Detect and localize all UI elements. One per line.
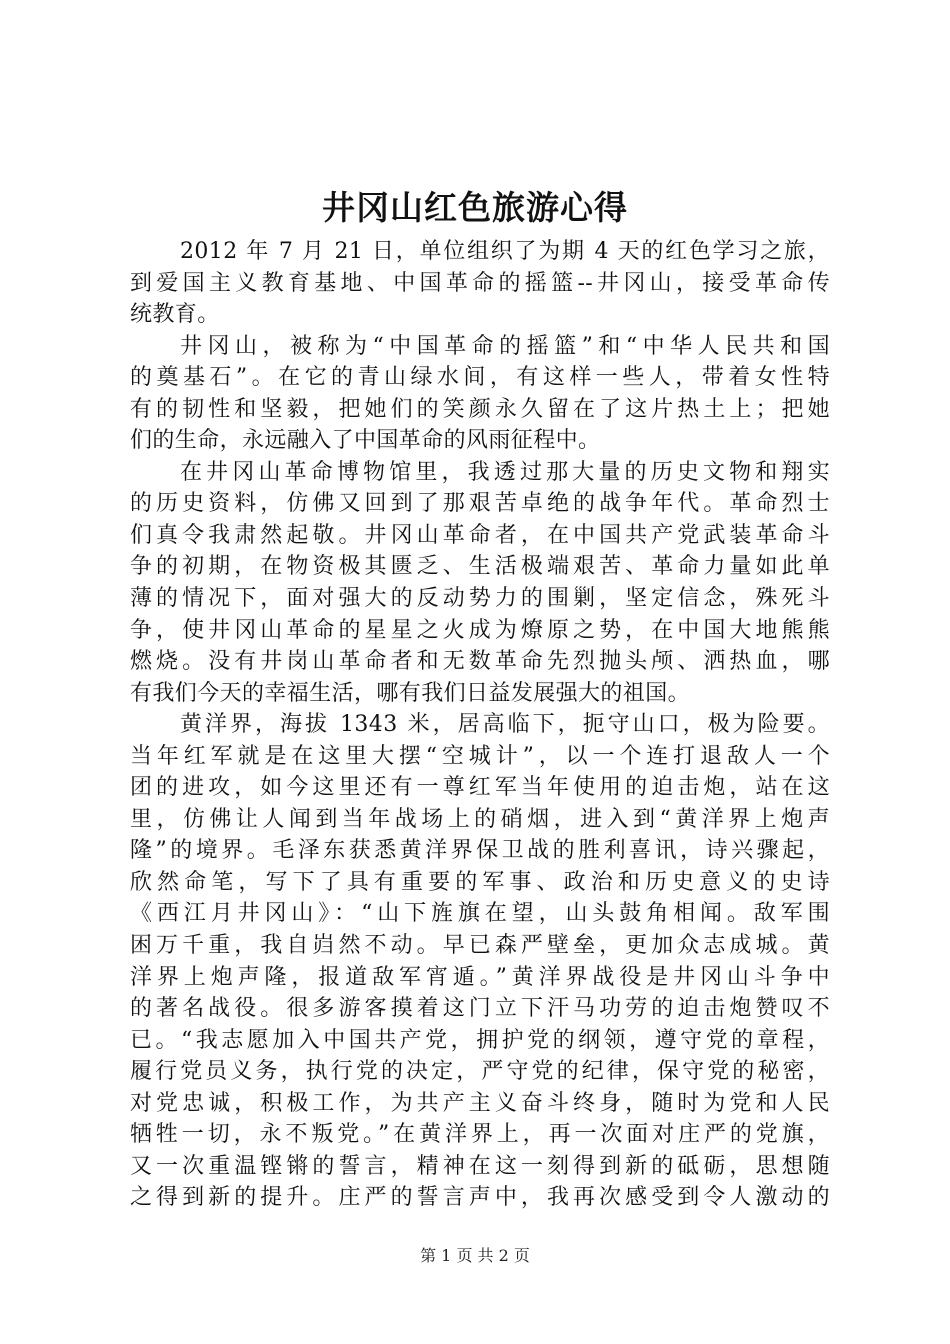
text-line: 洋界上炮声隆，报道敌军宵遁。”黄洋界战役是井冈山斗争中 <box>130 964 830 990</box>
text-line: 燃烧。没有井岗山革命者和无数革命先烈抛头颅、洒热血，哪 <box>130 649 830 675</box>
text-line: 的历史资料，仿佛又回到了那艰苦卓绝的战争年代。革命烈士 <box>130 491 830 517</box>
text-line: 困万千重，我自岿然不动。早已森严壁垒，更加众志成城。黄 <box>130 933 830 959</box>
text-line: 薄的情况下，面对强大的反动势力的围剿，坚定信念，殊死斗 <box>130 586 830 612</box>
text-line: 欣然命笔，写下了具有重要的军事、政治和历史意义的史诗 <box>130 869 830 895</box>
document-body <box>130 236 830 1214</box>
text-line: 黄洋界，海拔 1343 米，居高临下，扼守山口，极为险要。 <box>180 712 830 738</box>
text-line: 的著名战役。很多游客摸着这门立下汗马功劳的迫击炮赞叹不 <box>130 996 830 1022</box>
text-line: 里，仿佛让人闻到当年战场上的硝烟，进入到“黄洋界上炮声 <box>130 806 830 832</box>
text-line: 井冈山，被称为“中国革命的摇篮”和“中华人民共和国 <box>180 333 830 359</box>
paragraph <box>130 457 830 709</box>
text-line: 争，使井冈山革命的星星之火成为燎原之势，在中国大地熊熊 <box>130 617 830 643</box>
text-line: 团的进攻，如今这里还有一尊红军当年使用的迫击炮，站在这 <box>130 775 830 801</box>
text-line: 有我们今天的幸福生活，哪有我们日益发展强大的祖国。 <box>130 680 691 706</box>
paragraph <box>130 331 830 457</box>
text-line: 有的韧性和坚毅，把她们的笑颜永久留在了这片热土上；把她 <box>130 396 830 422</box>
text-line: 又一次重温铿锵的誓言，精神在这一刻得到新的砥砺，思想随 <box>130 1153 830 1179</box>
page-footer: 第 1 页 共 2 页 <box>420 1246 530 1265</box>
text-line: 《西江月井冈山》：“山下旌旗在望，山头鼓角相闻。敌军围 <box>130 901 830 927</box>
text-line: 牺牲一切，永不叛党。”在黄洋界上，再一次面对庄严的党旗， <box>130 1122 830 1148</box>
text-line: 之得到新的提升。庄严的誓言声中，我再次感受到令人激动的 <box>130 1185 830 1211</box>
text-line: 们真令我肃然起敬。井冈山革命者，在中国共产党武装革命斗 <box>130 522 830 548</box>
document-title: 井冈山红色旅游心得 <box>322 188 628 227</box>
text-line: 们的生命，永远融入了中国革命的风雨征程中。 <box>130 428 601 454</box>
text-line: 争的初期，在物资极其匮乏、生活极端艰苦、革命力量如此单 <box>130 554 830 580</box>
text-line: 已。“我志愿加入中国共产党，拥护党的纲领，遵守党的章程， <box>130 1027 830 1053</box>
text-line: 在井冈山革命博物馆里，我透过那大量的历史文物和翔实 <box>180 459 830 485</box>
text-line: 的奠基石”。在它的青山绿水间，有这样一些人，带着女性特 <box>130 365 830 391</box>
text-line: 履行党员义务，执行党的决定，严守党的纪律，保守党的秘密， <box>130 1059 830 1085</box>
paragraph <box>130 709 830 1214</box>
text-line: 当年红军就是在这里大摆“空城计”，以一个连打退敌人一个 <box>130 743 830 769</box>
text-line: 隆”的境界。毛泽东获悉黄洋界保卫战的胜利喜讯，诗兴骤起， <box>130 838 830 864</box>
text-line: 统教育。 <box>130 302 220 328</box>
text-line: 对党忠诚，积极工作，为共产主义奋斗终身，随时为党和人民 <box>130 1090 830 1116</box>
text-line: 到爱国主义教育基地、中国革命的摇篮--井冈山，接受革命传 <box>130 270 830 296</box>
text-line: 2012 年 7 月 21 日，单位组织了为期 4 天的红色学习之旅， <box>180 239 830 264</box>
paragraph <box>130 236 830 331</box>
